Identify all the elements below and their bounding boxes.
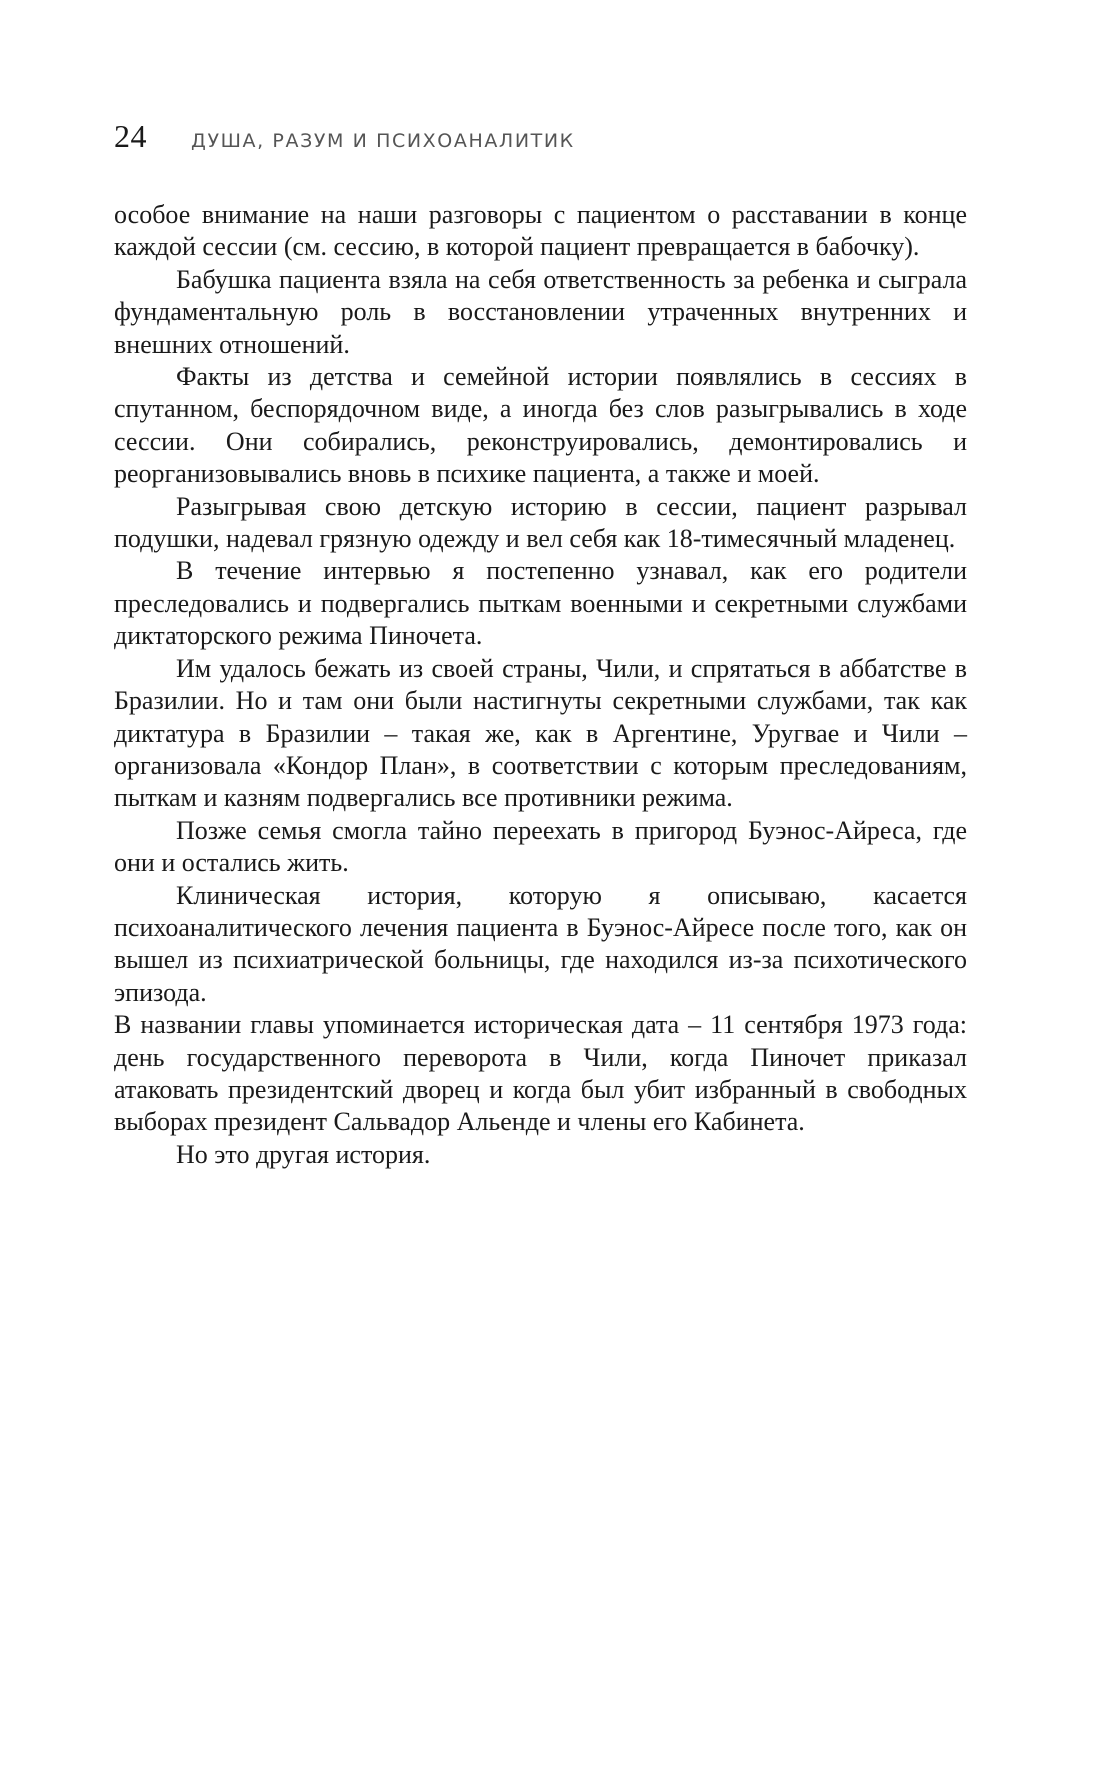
- book-title: ДУША, РАЗУМ И ПСИХОАНАЛИТИК: [191, 130, 575, 152]
- paragraph-10: Но это другая история.: [176, 1139, 431, 1169]
- running-header: [114, 118, 967, 155]
- paragraph-5: В течение интервью я постепенно узнавал, как его родители преследовались и подвергались пыткам военными и секретными службами диктаторского режима Пиночета.: [114, 556, 967, 651]
- paragraph-4: Разыгрывая свою детскую историю в сессии, пациент разрывал подушки, надевал грязную одежду и вел себя как 18-тимесячный младенец.: [114, 491, 967, 554]
- paragraph-3: Факты из детства и семейной истории появлялись в сессиях в спутанном, беспорядочном виде, а иногда без слов разыгрывались в ходе сессии. Они собирались, реконструировались, демонтировались и реорганизовывались вновь в психике пациента, а также и моей.: [114, 362, 967, 489]
- paragraph-2: Бабушка пациента взяла на себя ответственность за ребенка и сыграла фундаментальную роль в восстановлении утраченных внутренних и внешних отношений.: [114, 264, 967, 359]
- page-number: 24: [114, 118, 147, 154]
- paragraph-8: Клиническая история, которую я описываю, касается психоаналитического лечения пациента в Буэнос-Айресе после того, как он вышел из психиатрической больницы, где находился из-за психотического эпизода.: [114, 880, 967, 1007]
- paragraph-7: Позже семья смогла тайно переехать в пригород Буэнос-Айреса, где они и остались жить.: [114, 815, 967, 878]
- paragraph-9: В названии главы упоминается историческая дата – 11 сентября 1973 года: день государственного переворота в Чили, когда Пиночет приказал атаковать президентский дворец и когда был убит избранный в свободных выборах президент Сальвадор Альенде и члены его Кабинета.: [114, 1010, 967, 1137]
- book-page: [114, 118, 967, 1171]
- paragraph-1: особое внимание на наши разговоры с пациентом о расставании в конце каждой сессии (см. сессию, в которой пациент превращается в бабочку).: [114, 200, 967, 262]
- body-text: [114, 199, 967, 1171]
- paragraph-6: Им удалось бежать из своей страны, Чили, и спрятаться в аббатстве в Бразилии. Но и там они были настигнуты секретными службами, так как диктатура в Бразилии – такая же, как в Аргентине, Уругвае и Чили – организовала «Кондор План», в соответствии с которым преследованиям, пыткам и казням подвергались все противники режима.: [114, 653, 967, 813]
